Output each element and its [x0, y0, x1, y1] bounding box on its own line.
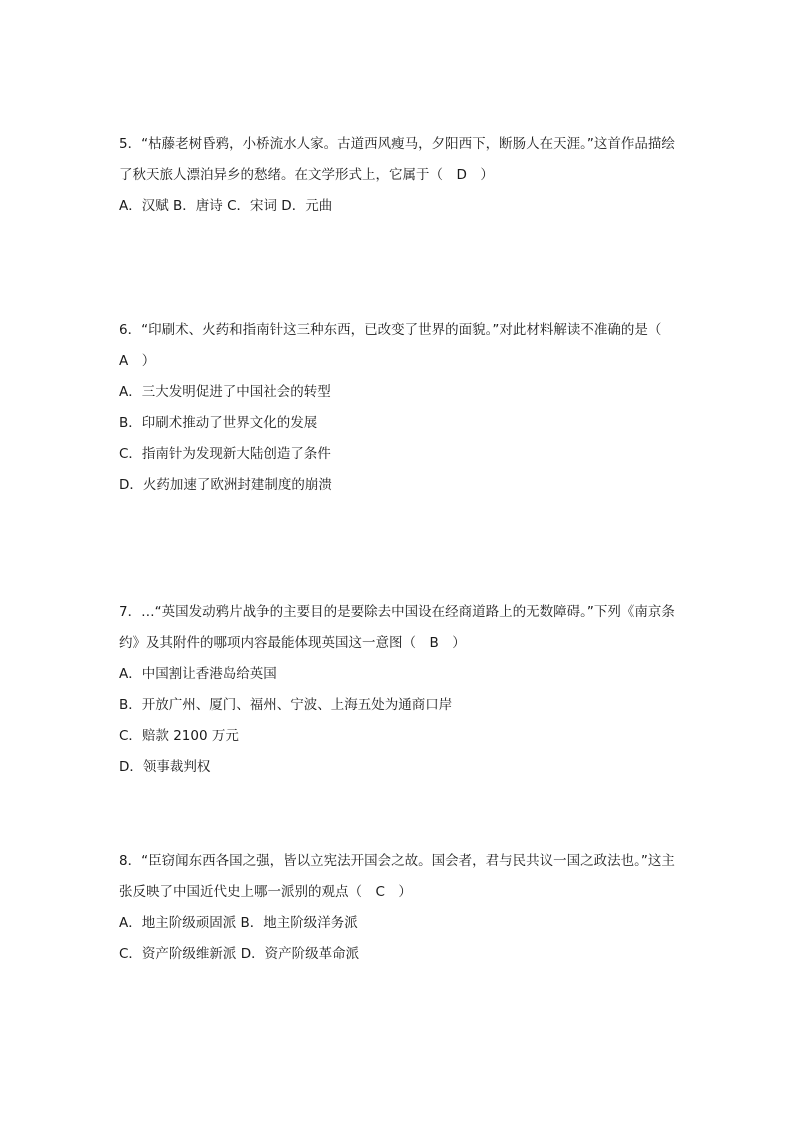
- question-5-stem: 5．“枯藤老树昏鸦，小桥流水人家。古道西风瘦马，夕阳西下，断肠人在天涯。”这首作品描绘了秋天旅人漂泊异乡的愁绪。在文学形式上，它属于（ D ）: [119, 136, 675, 183]
- question-6-stem: 6．“印刷术、火药和指南针这三种东西，已改变了世界的面貌。”对此材料解读不准确的是（ A ）: [119, 322, 675, 369]
- question-8-options-ab: A．地主阶级顽固派 B．地主阶级洋务派: [119, 915, 358, 931]
- question-7-stem: 7．…“英国发动鸦片战争的主要目的是要除去中国设在经商道路上的无数障碍。”下列《南京条约》及其附件的哪项内容最能体现英国这一意图（ B ）: [119, 604, 675, 651]
- question-7-option-a: A．中国割让香港岛给英国: [119, 666, 277, 682]
- question-6-option-c: C．指南针为发现新大陆创造了条件: [119, 446, 331, 462]
- question-6-option-a: A．三大发明促进了中国社会的转型: [119, 384, 331, 400]
- question-8-stem: 8．“臣窃闻东西各国之强，皆以立宪法开国会之故。国会者，君与民共议一国之政法也。”这主张反映了中国近代史上哪一派别的观点（ C ）: [119, 853, 675, 900]
- question-5: [119, 129, 679, 222]
- question-6-option-b: B．印刷术推动了世界文化的发展: [119, 415, 318, 431]
- question-7: [119, 597, 679, 783]
- question-7-option-b: B．开放广州、厦门、福州、宁波、上海五处为通商口岸: [119, 697, 453, 713]
- question-7-option-c: C．赔款 2100 万元: [119, 728, 239, 744]
- question-8: [119, 846, 679, 970]
- question-6: [119, 315, 679, 501]
- question-5-options: A．汉赋 B．唐诗 C．宋词 D．元曲: [119, 198, 333, 214]
- question-7-option-d: D．领事裁判权: [119, 759, 211, 775]
- question-6-option-d: D．火药加速了欧洲封建制度的崩溃: [119, 477, 332, 493]
- question-8-options-cd: C．资产阶级维新派 D．资产阶级革命派: [119, 946, 360, 962]
